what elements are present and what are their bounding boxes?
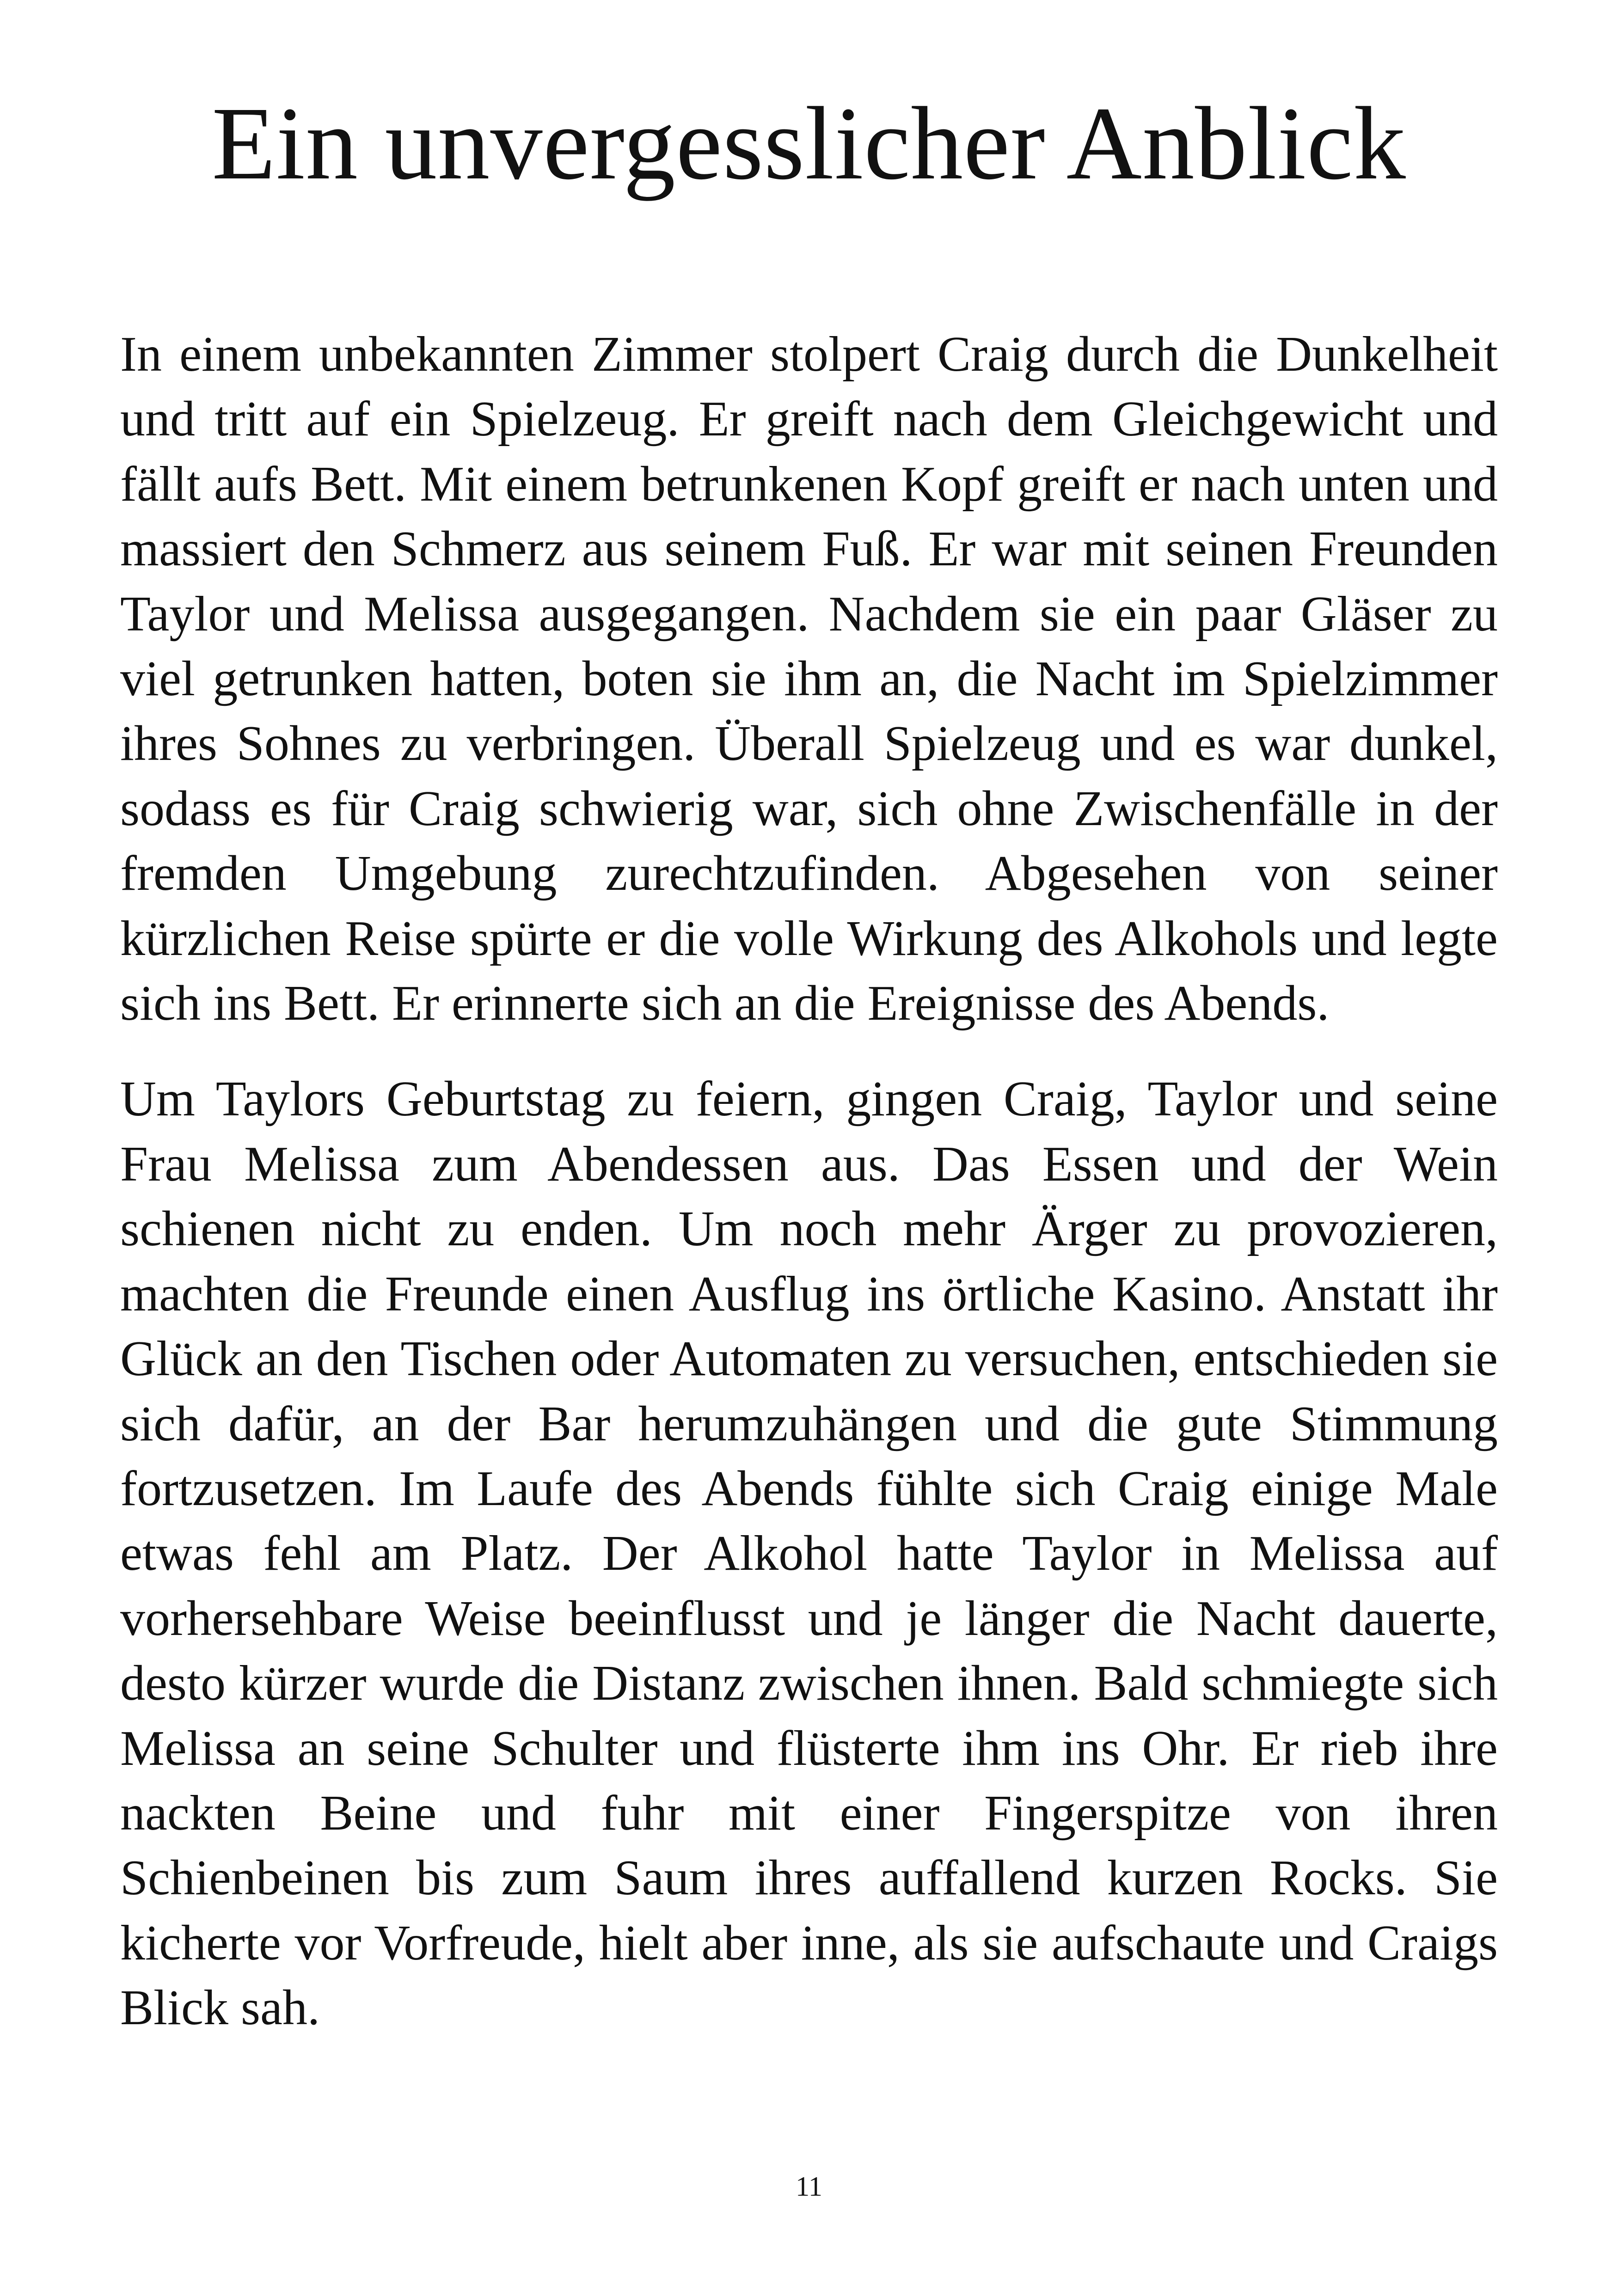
- paragraph-1: In einem unbekannten Zimmer stolpert Craig durch die Dunkelheit und tritt auf ein Spielzeug. Er greift nach dem Gleichgewicht und fällt aufs Bett. Mit einem betrunkenen Kopf greift er nach unten und massiert den Schmerz aus seinem Fuß. Er war mit seinen Freunden Taylor und Melissa ausgegangen. Nachdem sie ein paar Gläser zu viel getrunken hatten, boten sie ihm an, die Nacht im Spielzimmer ihres Sohnes zu verbringen. Überall Spielzeug und es war dunkel, sodass es für Craig schwierig war, sich ohne Zwischenfälle in der fremden Umgebung zurechtzufinden. Abgesehen von seiner kürzlichen Reise spürte er die volle Wirkung des Alkohols und legte sich ins Bett. Er erinnerte sich an die Ereignisse des Abends.: [120, 327, 1498, 1031]
- page-number: 11: [796, 2171, 822, 2202]
- chapter-title: Ein unvergesslicher Anblick: [212, 86, 1406, 201]
- chapter-body: [120, 322, 1498, 2072]
- paragraph-2: Um Taylors Geburtstag zu feiern, gingen Craig, Taylor und seine Frau Melissa zum Abendessen aus. Das Essen und der Wein schienen nicht zu enden. Um noch mehr Ärger zu provozieren, machten die Freunde einen Ausflug ins örtliche Kasino. Anstatt ihr Glück an den Tischen oder Automaten zu versuchen, entschieden sie sich dafür, an der Bar herumzuhängen und die gute Stimmung fortzusetzen. Im Laufe des Abends fühlte sich Craig einige Male etwas fehl am Platz. Der Alkohol hatte Taylor in Melissa auf vorhersehbare Weise beeinflusst und je länger die Nacht dauerte, desto kürzer wurde die Distanz zwischen ihnen. Bald schmiegte sich Melissa an seine Schulter und flüsterte ihm ins Ohr. Er rieb ihre nackten Beine und fuhr mit einer Fingerspitze von ihren Schienbeinen bis zum Saum ihres auffallend kurzen Rocks. Sie kicherte vor Vorfreude, hielt aber inne, als sie aufschaute und Craigs Blick sah.: [120, 1071, 1498, 2036]
